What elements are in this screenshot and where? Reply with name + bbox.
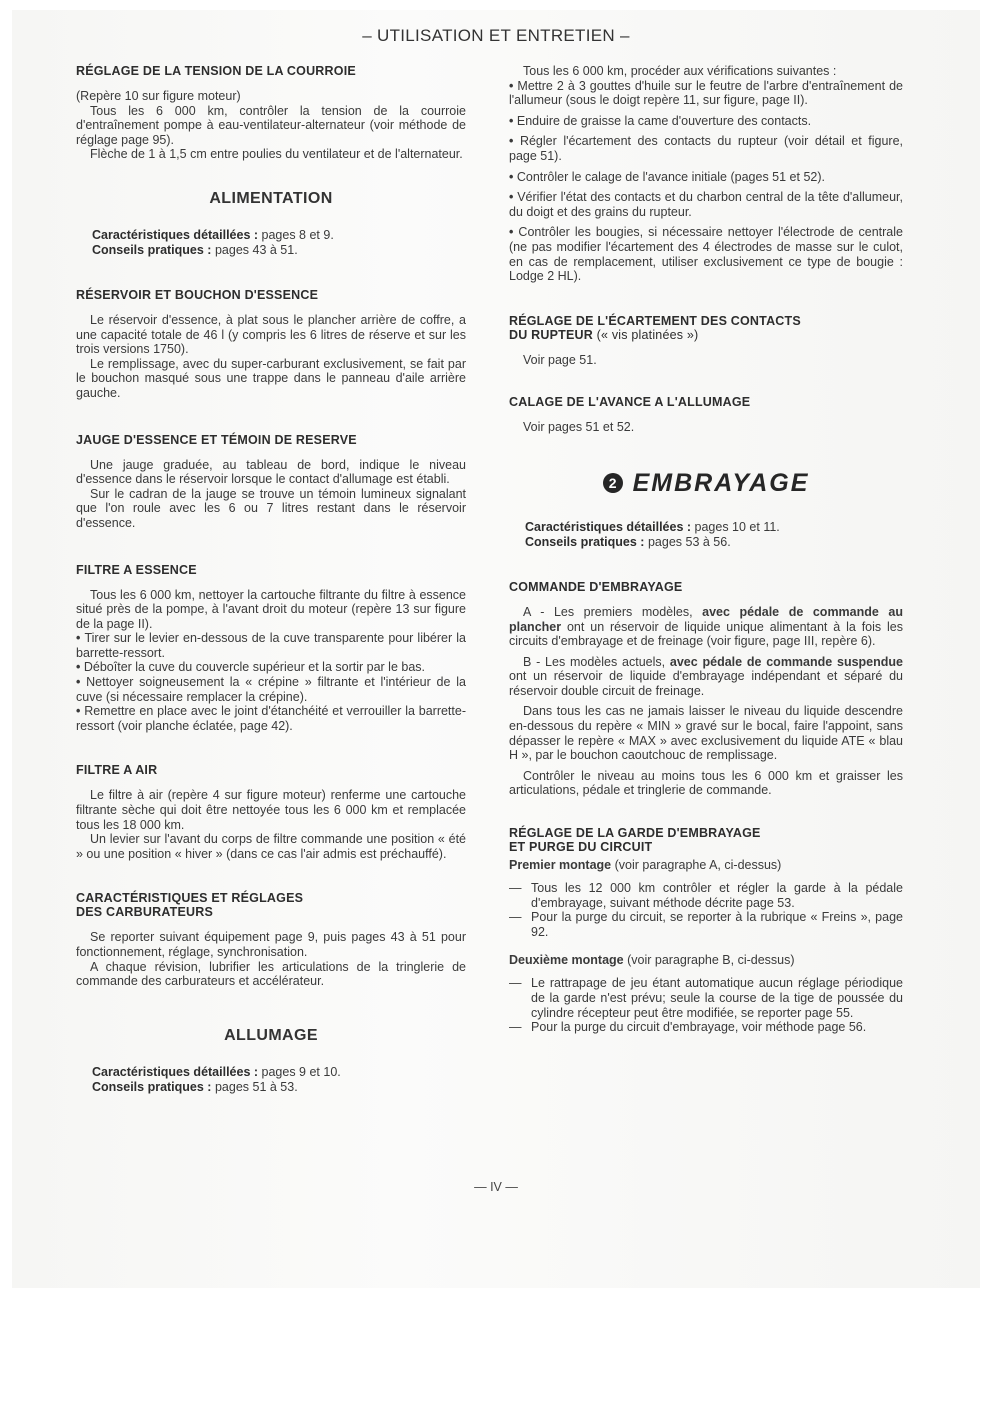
label: Premier montage [509, 858, 612, 873]
heading-commande: COMMANDE D'EMBRAYAGE [509, 579, 683, 594]
bullet-item: • Contrôler les bougies, si nécessaire nettoyer l'électrode de centrale (ne pas modifier l'écartement des 4 électrodes de masse sur le culot, en cas de remplacement, utiliser exclusivement ce type de bougie : Lodge 2 HL). [509, 225, 903, 283]
value: pages 51 à 53. [211, 1079, 298, 1094]
paragraph: Flèche de 1 à 1,5 cm entre poulies du ventilateur et de l'alternateur. [90, 147, 463, 162]
heading-ecartement [509, 314, 903, 342]
heading-calage: CALAGE DE L'AVANCE A L'ALLUMAGE [509, 395, 751, 410]
heading-suffix: (« vis platinées ») [592, 327, 699, 342]
paragraph: Une jauge graduée, au tableau de bord, indique le niveau d'essence dans le réservoir lorsque le contact d'allumage est établi. [76, 457, 466, 487]
subheading [509, 858, 903, 873]
heading-line: RÉGLAGE DE LA GARDE D'EMBRAYAGE [509, 826, 761, 841]
label: Conseils pratiques : [92, 1079, 212, 1094]
paragraph: Le remplissage, avec du super-carburant exclusivement, se fait par le bouchon masqué sous une trappe dans le panneau d'aile arrière gauche. [76, 356, 466, 400]
heading-jauge: JAUGE D'ESSENCE ET TÉMOIN DE RESERVE [76, 432, 357, 447]
characteristics-line [92, 1065, 466, 1080]
paragraph: Tous les 6 000 km, nettoyer la cartouche filtrante du filtre à essence situé près de la pompe, à l'avant droit du moteur (repère 13 sur figure de la page II). [76, 587, 466, 631]
heading-allumage: ALLUMAGE [224, 1026, 318, 1044]
section-calage [509, 395, 903, 435]
section-allumage [76, 1027, 466, 1095]
bullet-item: • Contrôler le calage de l'avance initiale (pages 51 et 52). [509, 170, 903, 185]
bullet-item: • Remettre en place avec le joint d'étanchéité et verrouiller la barrette-ressort (voir planche éclatée, page 42). [76, 704, 466, 733]
paragraph [509, 605, 903, 649]
paragraph: Contrôler le niveau au moins tous les 6 000 km et graisser les articulations, pédale et tringlerie de commande. [509, 768, 903, 798]
paragraph: Voir pages 51 et 52. [523, 420, 635, 435]
label: Conseils pratiques : [525, 534, 645, 549]
paragraph: A chaque révision, lubrifier les articulations de la tringlerie de commande des carburateurs et accélérateur. [76, 959, 466, 989]
dash-mark: — [509, 976, 522, 991]
paragraph: Un levier sur l'avant du corps de filtre commande une position « été » ou une position « hiver » (dans ce cas l'air admis est préchauffé). [76, 832, 466, 861]
bullet-item: • Régler l'écartement des contacts du rupteur (voir détail et figure, page 51). [509, 134, 903, 163]
section-embrayage [509, 469, 903, 550]
paragraph: (Repère 10 sur figure moteur) [76, 89, 241, 103]
paragraph: Tous les 6 000 km, procéder aux vérifications suivantes : [523, 64, 837, 78]
dash-item [509, 910, 903, 939]
text: B - Les modèles actuels, [523, 654, 670, 669]
dash-item [509, 1020, 903, 1035]
paragraph: Sur le cadran de la jauge se trouve un témoin lumineux signalant que l'on roule avec les 6 ou 7 litres restant dans le réservoir d'essence. [76, 486, 466, 530]
heading-line: DES CARBURATEURS [76, 905, 214, 920]
section-commande [509, 580, 903, 798]
dash-mark: — [509, 881, 522, 896]
paragraph: Dans tous les cas ne jamais laisser le niveau du liquide descendre en-dessous du repère « MIN » gravé sur le bocal, faire l'appoint, sans dépasser le repère « MAX » avec exclusivement du liquide ATE « blau H », par le bouchon caoutchouc de remplissage. [509, 704, 903, 763]
dash-item [509, 976, 903, 1020]
label: Caractéristiques détaillées : [525, 519, 692, 534]
dash-item [509, 881, 903, 910]
paragraph [509, 655, 903, 699]
section-filtre-essence [76, 563, 466, 734]
bullet-item: • Vérifier l'état des contacts et du charbon central de la tête d'allumeur, du doigt et des grains du rupteur. [509, 190, 903, 219]
text-bold: avec pédale de commande au plancher [509, 604, 904, 634]
text: Le rattrapage de jeu étant automatique aucun réglage périodique de la garde n'est prévu; seule la course de la tige de poussée du cylindre récepteur peut être modifiée, se reporter page 55. [531, 976, 903, 1020]
heading-courroie: RÉGLAGE DE LA TENSION DE LA COURROIE [76, 64, 356, 78]
section-number-badge: 2 [603, 473, 623, 493]
characteristics-line [92, 228, 466, 243]
dash-mark: — [509, 910, 522, 925]
heading-line: RÉGLAGE DE L'ÉCARTEMENT DES CONTACTS [509, 313, 801, 328]
heading-alimentation: ALIMENTATION [209, 189, 333, 207]
section-ecartement [509, 314, 903, 368]
text: A - Les premiers modèles, [523, 604, 703, 619]
bullet-item: • Nettoyer soigneusement la « crépine » filtrante et l'intérieur de la cuve (si nécessaire remplacer la crépine). [76, 675, 466, 704]
dash-mark: — [509, 1020, 522, 1035]
text-bold: avec pédale de commande suspendue [669, 654, 903, 669]
heading-text: EMBRAYAGE [632, 468, 810, 497]
heading-filtre-air: FILTRE A AIR [76, 763, 158, 778]
advice-line [525, 535, 903, 550]
paragraph: Le filtre à air (repère 4 sur figure moteur) renferme une cartouche filtrante sèche qui doit être nettoyée tous les 6 000 km et remplacée tous les 18 000 km. [76, 788, 466, 832]
label: Caractéristiques détaillées : [92, 227, 259, 242]
section-alimentation [76, 190, 466, 258]
heading-line: CARACTÉRISTIQUES ET RÉGLAGES [76, 891, 304, 906]
label: Caractéristiques détaillées : [92, 1064, 259, 1079]
note: (voir paragraphe B, ci-dessus) [623, 953, 795, 968]
note: (voir paragraphe A, ci-dessus) [611, 858, 782, 873]
page-number: — IV — [474, 1180, 518, 1194]
label: Deuxième montage [509, 953, 624, 968]
heading-filtre-essence: FILTRE A ESSENCE [76, 562, 197, 577]
value: pages 10 et 11. [691, 519, 780, 534]
bullet-item: • Mettre 2 à 3 gouttes d'huile sur le feutre de l'arbre d'entraînement de l'allumeur (sous le doigt repère 11, sur figure, page II). [509, 79, 903, 108]
page-header: – UTILISATION ET ENTRETIEN – [362, 26, 630, 45]
heading-carburateurs [76, 891, 466, 919]
paragraph: Se reporter suivant équipement page 9, puis pages 43 à 51 pour fonctionnement, réglage, synchronisation. [76, 930, 466, 959]
bullet-item: • Déboîter la cuve du couvercle supérieur et la sortir par le bas. [76, 660, 466, 675]
text: ont un réservoir de liquide d'embrayage indépendant et séparé du réservoir double circuit de freinage. [509, 669, 903, 698]
advice-line [92, 243, 466, 258]
section-filtre-air [76, 763, 466, 861]
text: Tous les 12 000 km contrôler et régler la garde à la pédale d'embrayage, suivant méthode décrite page 53. [531, 881, 903, 910]
subheading [509, 953, 903, 968]
value: pages 9 et 10. [258, 1064, 341, 1079]
value: pages 53 à 56. [644, 534, 731, 549]
label: Conseils pratiques : [92, 242, 212, 257]
bullet-item: • Enduire de graisse la came d'ouverture des contacts. [509, 114, 903, 129]
section-garde [509, 826, 903, 1035]
heading-embrayage [509, 469, 903, 498]
characteristics-line [525, 520, 903, 535]
value: pages 8 et 9. [258, 227, 334, 242]
heading-line: DU RUPTEUR [509, 327, 593, 342]
heading-garde [509, 826, 903, 854]
bullet-item: • Tirer sur le levier en-dessous de la cuve transparente pour libérer la barrette-ressort. [76, 631, 466, 660]
section-carburateurs [76, 891, 466, 988]
paragraph: Voir page 51. [523, 352, 597, 367]
heading-line: ET PURGE DU CIRCUIT [509, 840, 653, 855]
paragraph: Le réservoir d'essence, à plat sous le plancher arrière de coffre, a une capacité totale de 46 l (y compris les 6 litres de réserve et sur les trois versions 1750). [76, 312, 466, 357]
left-column [76, 64, 466, 1095]
paragraph: Tous les 6 000 km, contrôler la tension de la courroie d'entraînement pompe à eau-ventilateur-alternateur (voir méthode de réglage page 95). [76, 103, 466, 147]
text: ont un réservoir de liquide unique alimentant à la fois les circuits d'embrayage et de freinage (voir figure, page III, repère 6). [509, 619, 903, 649]
section-verifications [509, 64, 903, 284]
section-jauge [76, 433, 466, 531]
text: Pour la purge du circuit, se reporter à la rubrique « Freins », page 92. [531, 910, 903, 939]
section-courroie [76, 64, 466, 162]
section-reservoir [76, 288, 466, 401]
advice-line [92, 1080, 466, 1095]
value: pages 43 à 51. [211, 242, 298, 257]
heading-reservoir: RÉSERVOIR ET BOUCHON D'ESSENCE [76, 287, 319, 302]
right-column [509, 64, 903, 1035]
text: Pour la purge du circuit d'embrayage, voir méthode page 56. [531, 1020, 867, 1035]
